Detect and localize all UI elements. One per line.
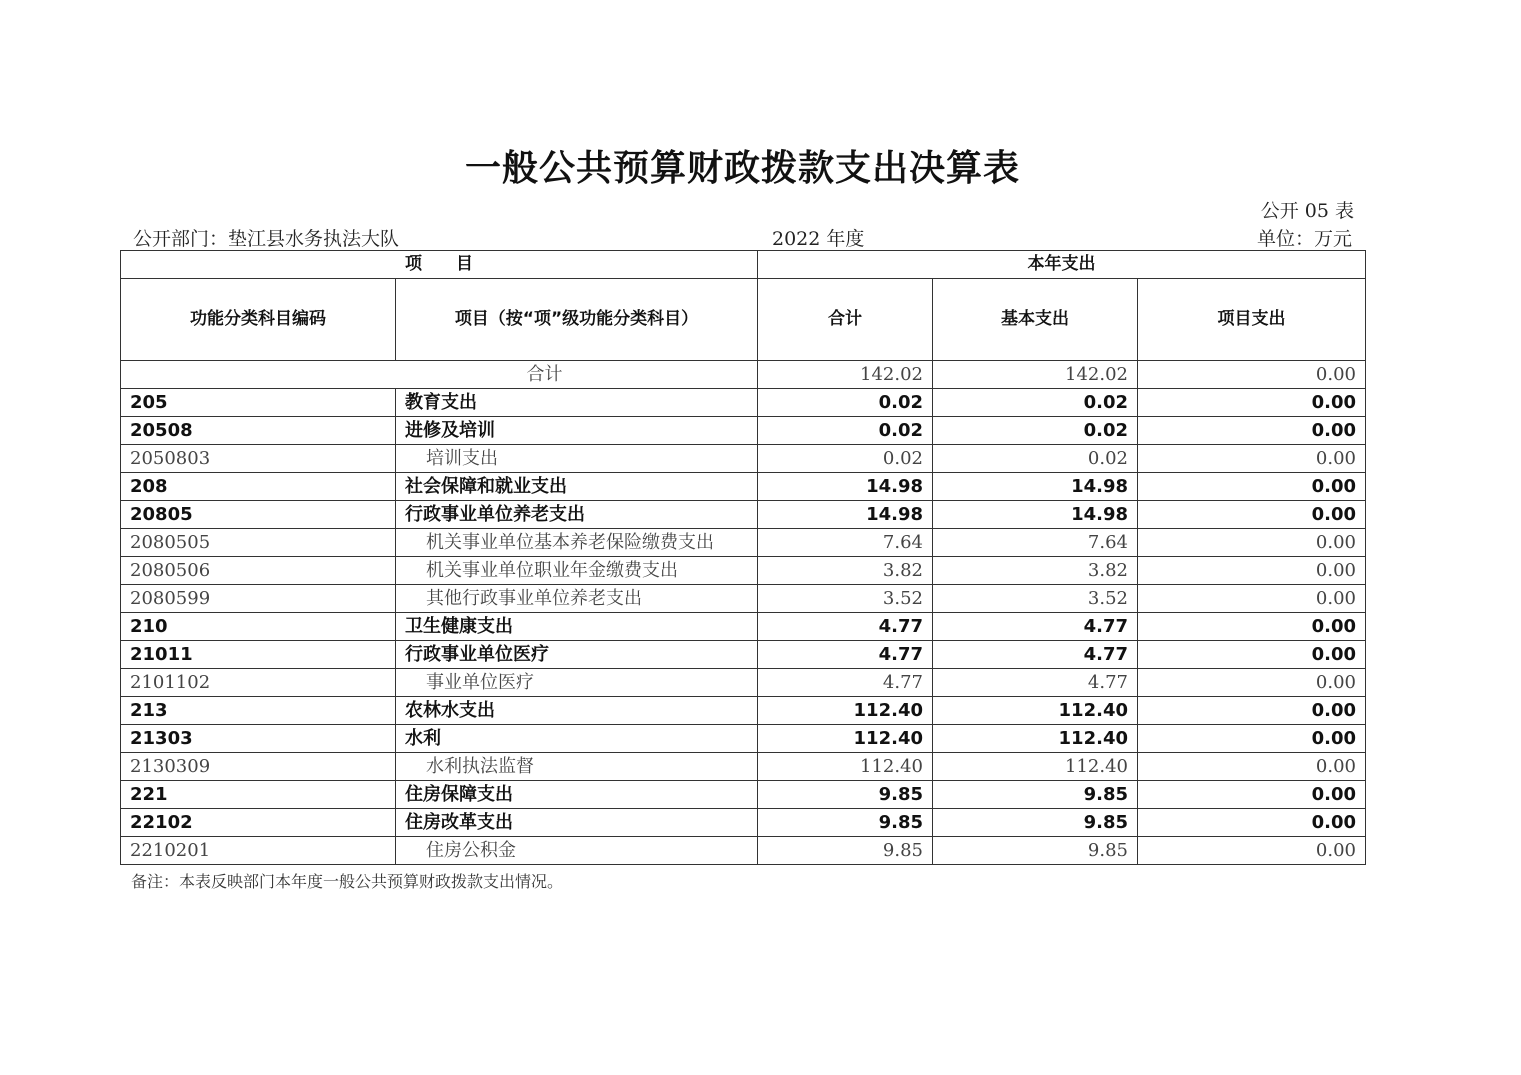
row-project: 0.00	[1138, 529, 1366, 557]
row-code: 2080505	[121, 529, 396, 557]
row-project: 0.00	[1138, 641, 1366, 669]
row-project: 0.00	[1138, 613, 1366, 641]
header-name: 项目（按“项”级功能分类科目）	[396, 279, 758, 361]
row-project: 0.00	[1138, 557, 1366, 585]
row-basic: 4.77	[933, 641, 1138, 669]
row-code: 2050803	[121, 445, 396, 473]
row-project: 0.00	[1138, 809, 1366, 837]
row-name: 水利	[396, 725, 758, 753]
row-project: 0.00	[1138, 725, 1366, 753]
row-total: 4.77	[758, 613, 933, 641]
row-basic: 112.40	[933, 725, 1138, 753]
table-row	[121, 809, 1366, 837]
department-label: 公开部门：垫江县水务执法大队	[133, 228, 400, 250]
total-row	[121, 361, 1366, 389]
row-total: 112.40	[758, 725, 933, 753]
row-code: 205	[121, 389, 396, 417]
row-project: 0.00	[1138, 781, 1366, 809]
row-name: 农林水支出	[396, 697, 758, 725]
table-row	[121, 781, 1366, 809]
row-total: 3.52	[758, 585, 933, 613]
row-project: 0.00	[1138, 669, 1366, 697]
year-label: 2022 年度	[772, 228, 865, 250]
row-code: 210	[121, 613, 396, 641]
row-total: 7.64	[758, 529, 933, 557]
row-project: 0.00	[1138, 417, 1366, 445]
row-code: 2080506	[121, 557, 396, 585]
row-basic: 4.77	[933, 669, 1138, 697]
row-total: 14.98	[758, 501, 933, 529]
table-row	[121, 389, 1366, 417]
row-name: 住房公积金	[396, 837, 758, 865]
row-name: 卫生健康支出	[396, 613, 758, 641]
row-code: 2101102	[121, 669, 396, 697]
row-code: 20805	[121, 501, 396, 529]
row-basic: 7.64	[933, 529, 1138, 557]
row-total: 3.82	[758, 557, 933, 585]
row-basic: 14.98	[933, 501, 1138, 529]
table-note: 备注：本表反映部门本年度一般公共预算财政拨款支出情况。	[131, 872, 564, 891]
table-row	[121, 641, 1366, 669]
row-basic: 0.02	[933, 445, 1138, 473]
table-row	[121, 529, 1366, 557]
row-basic: 0.02	[933, 389, 1138, 417]
table-row	[121, 753, 1366, 781]
row-project: 0.00	[1138, 445, 1366, 473]
row-total: 9.85	[758, 781, 933, 809]
row-total: 0.02	[758, 417, 933, 445]
row-name: 行政事业单位医疗	[396, 641, 758, 669]
row-project: 0.00	[1138, 697, 1366, 725]
row-total: 9.85	[758, 837, 933, 865]
row-project: 0.00	[1138, 837, 1366, 865]
total-basic: 142.02	[933, 361, 1138, 389]
row-code: 21011	[121, 641, 396, 669]
row-name: 事业单位医疗	[396, 669, 758, 697]
row-name: 住房改革支出	[396, 809, 758, 837]
table-row	[121, 669, 1366, 697]
row-project: 0.00	[1138, 585, 1366, 613]
total-total: 142.02	[758, 361, 933, 389]
row-name: 教育支出	[396, 389, 758, 417]
total-project: 0.00	[1138, 361, 1366, 389]
table-row	[121, 837, 1366, 865]
table-row	[121, 501, 1366, 529]
row-code: 2130309	[121, 753, 396, 781]
row-basic: 3.82	[933, 557, 1138, 585]
row-total: 14.98	[758, 473, 933, 501]
row-basic: 9.85	[933, 781, 1138, 809]
row-code: 213	[121, 697, 396, 725]
row-code: 20508	[121, 417, 396, 445]
form-number: 公开 05 表	[1260, 200, 1354, 222]
row-total: 9.85	[758, 809, 933, 837]
header-code: 功能分类科目编码	[121, 279, 396, 361]
row-code: 2210201	[121, 837, 396, 865]
row-total: 112.40	[758, 753, 933, 781]
header-item-group: 项 目	[121, 251, 758, 279]
table-row	[121, 445, 1366, 473]
row-total: 0.02	[758, 445, 933, 473]
row-code: 21303	[121, 725, 396, 753]
header-project: 项目支出	[1138, 279, 1366, 361]
row-name: 住房保障支出	[396, 781, 758, 809]
row-code: 221	[121, 781, 396, 809]
row-basic: 112.40	[933, 753, 1138, 781]
row-code: 208	[121, 473, 396, 501]
row-name: 机关事业单位基本养老保险缴费支出	[396, 529, 758, 557]
row-basic: 112.40	[933, 697, 1138, 725]
header-spending-group: 本年支出	[758, 251, 1366, 279]
header-basic: 基本支出	[933, 279, 1138, 361]
row-name: 水利执法监督	[396, 753, 758, 781]
row-total: 0.02	[758, 389, 933, 417]
row-basic: 0.02	[933, 417, 1138, 445]
row-name: 行政事业单位养老支出	[396, 501, 758, 529]
row-basic: 3.52	[933, 585, 1138, 613]
row-project: 0.00	[1138, 473, 1366, 501]
total-label: 合计	[121, 361, 758, 389]
table-row	[121, 473, 1366, 501]
page-title: 一般公共预算财政拨款支出决算表	[464, 148, 1020, 189]
row-basic: 9.85	[933, 837, 1138, 865]
row-basic: 14.98	[933, 473, 1138, 501]
row-code: 22102	[121, 809, 396, 837]
table-row	[121, 585, 1366, 613]
row-total: 112.40	[758, 697, 933, 725]
row-name: 其他行政事业单位养老支出	[396, 585, 758, 613]
row-code: 2080599	[121, 585, 396, 613]
row-name: 社会保障和就业支出	[396, 473, 758, 501]
row-basic: 9.85	[933, 809, 1138, 837]
row-total: 4.77	[758, 641, 933, 669]
expenditure-table	[120, 250, 1366, 865]
table-row	[121, 725, 1366, 753]
table-row	[121, 417, 1366, 445]
row-basic: 4.77	[933, 613, 1138, 641]
row-project: 0.00	[1138, 753, 1366, 781]
row-name: 培训支出	[396, 445, 758, 473]
row-name: 进修及培训	[396, 417, 758, 445]
header-total: 合计	[758, 279, 933, 361]
unit-label: 单位：万元	[1256, 228, 1352, 250]
row-total: 4.77	[758, 669, 933, 697]
table-row	[121, 613, 1366, 641]
row-name: 机关事业单位职业年金缴费支出	[396, 557, 758, 585]
table-row	[121, 557, 1366, 585]
row-project: 0.00	[1138, 501, 1366, 529]
table-row	[121, 697, 1366, 725]
row-project: 0.00	[1138, 389, 1366, 417]
